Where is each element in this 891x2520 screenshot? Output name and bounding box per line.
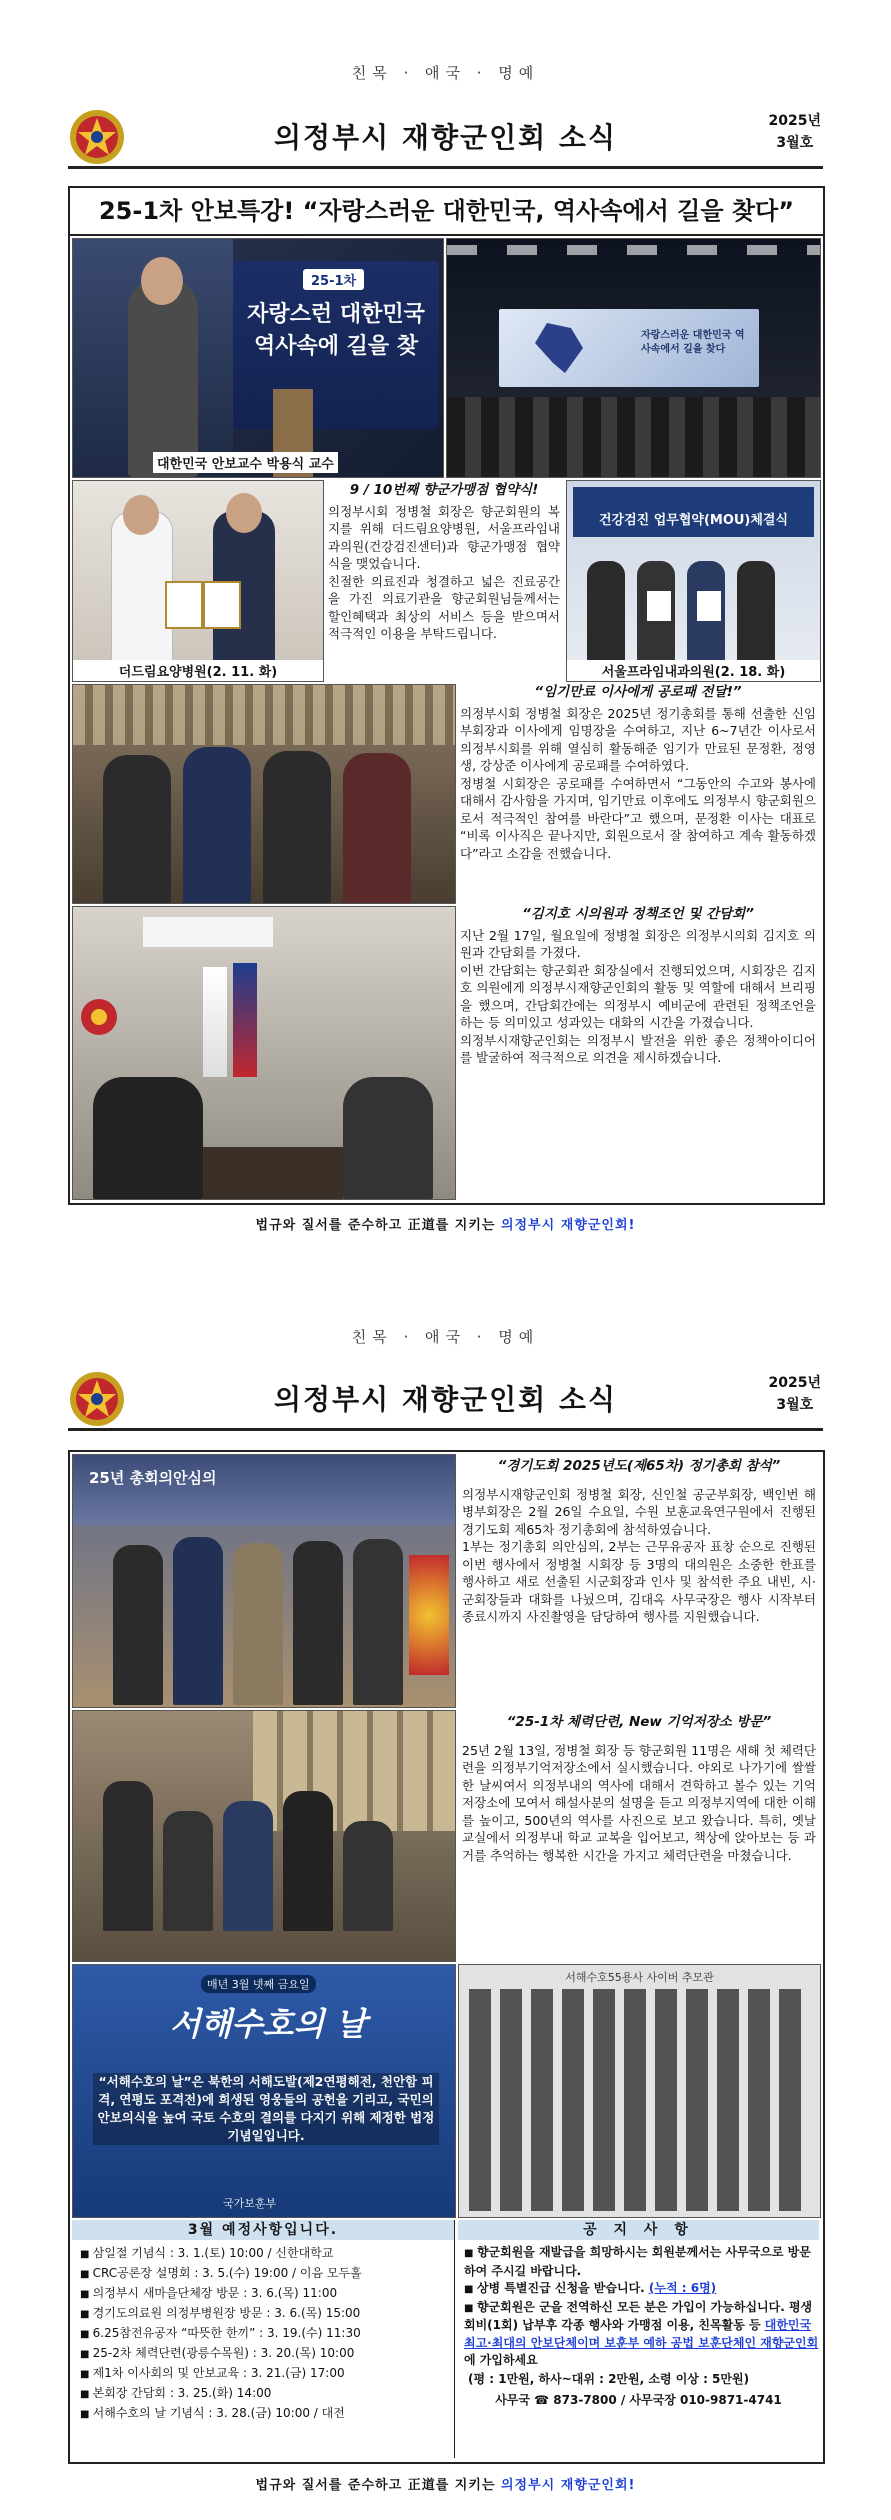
march-schedule xyxy=(72,2220,455,2458)
footer-highlight: 의정부시 재향군인회! xyxy=(500,2478,636,2493)
councilor-article xyxy=(460,906,816,1196)
councilor-body: 지난 2월 17일, 월요일에 정병철 회장은 의정부시의회 김지호 의원과 간담회를 가졌다. 이번 간담회는 향군회관 회장실에서 진행되었으며, 시회장은 김지호 의원에게 의정부시재향군인회의 활동 및 역할에 대해서 브리핑을 했으며, 간담회간에는 의정부시 예비군에 관련된 정책조언을 하는 등 의미있고 성과있는 대화의 시간을 가졌습니다. 의정부시재향군인회는 의정부시 발전을 위한 좋은 정책아이디어를 발굴하여 적극적으로 의견을 제시하겠습니다. xyxy=(460,927,816,1065)
lecture-caption: 대한민국 안보교수 박용식 교수 xyxy=(153,452,338,473)
assembly-heading: “경기도회 2025년도(제65차) 정기총회 참석” xyxy=(497,1458,781,1474)
schedule-item: ■ 본회장 간담회 : 3. 25.(화) 14:00 xyxy=(80,2384,454,2404)
lecture-photo xyxy=(72,238,444,478)
poster-org: 국가보훈부 xyxy=(223,2197,277,2210)
clinic-agreement-photo xyxy=(566,480,821,682)
page2-footer xyxy=(0,2474,891,2493)
lecture-slide-tag: 25-1차 xyxy=(303,269,364,290)
schedule-item: ■ 의정부시 새마을단체장 방문 : 3. 6.(목) 11:00 xyxy=(80,2284,454,2304)
issue-year: 2025년 xyxy=(768,113,821,129)
poster-text: “서해수호의 날”은 북한의 서해도발(제2연평해전, 천안함 피격, 연평도 포격전)에 희생된 영웅들의 공헌을 기리고, 국민의 안보의식을 높여 국토 수호의 결의를 다지기 위해 제정한 법정기념일입니다. xyxy=(93,2073,439,2145)
plaque-ceremony-photo xyxy=(72,684,456,904)
issue-month: 3월호 xyxy=(776,1397,814,1413)
notice-item-text: 향군회원은 군을 전역하신 모든 분은 가입이 가능하십니다. 평생회비(1회) 납부후 각종 행사와 가맹점 이용, 친목활동 등 xyxy=(464,2299,813,2332)
schedule-list xyxy=(72,2244,454,2424)
schedule-item: ■ 삼일절 기념식 : 3. 1.(토) 10:00 / 신한대학교 xyxy=(80,2244,454,2264)
notice-item xyxy=(464,2299,819,2370)
plaque-heading: “임기만료 이사에게 공로패 전달!” xyxy=(534,684,742,700)
page1-content-frame xyxy=(68,186,825,1205)
memory-storage-heading: “25-1차 체력단련, New 기억저장소 방문” xyxy=(506,1714,772,1730)
footer-text: 법규와 질서를 준수하고 正道를 지키는 xyxy=(255,2478,501,2493)
west-sea-defense-poster xyxy=(72,1964,456,2218)
clinic-caption: 서울프라임내과의원(2. 18. 화) xyxy=(567,660,820,681)
footer-highlight: 의정부시 재향군인회! xyxy=(500,1218,636,1233)
page1-footer xyxy=(0,1214,891,1233)
schedule-item: ■ 제1차 이사회의 및 안보교육 : 3. 21.(금) 17:00 xyxy=(80,2364,454,2384)
motto: 친목 · 애국 · 명예 xyxy=(351,1328,540,1346)
lecture-slide-title: 자랑스런 대한민국 역사속에 길을 찾 xyxy=(247,302,425,359)
newsletter-title: 의정부시 재향군인회 소식 xyxy=(273,121,618,154)
notice-fees: (평 : 1만원, 하사~대위 : 2만원, 소령 이상 : 5만원) xyxy=(468,2371,750,2386)
notice-item-text: 상병 특별진급 신청을 받습니다. xyxy=(476,2281,649,2295)
page-2 xyxy=(0,1260,891,2520)
issue-month: 3월호 xyxy=(776,135,814,151)
speaker-figure xyxy=(128,279,198,477)
portrait-grid xyxy=(469,1989,810,2211)
plaque-article xyxy=(460,684,816,900)
issue-label xyxy=(769,110,822,154)
memorial-wall-title: 서해수호55용사 사이버 추모관 xyxy=(565,1971,714,1984)
notice-list xyxy=(458,2244,819,2370)
notice-contact: 사무국 ☎ 873-7800 / 사무국장 010-9871-4741 xyxy=(495,2392,782,2407)
flag-figure xyxy=(203,967,227,1077)
issue-label xyxy=(769,1372,822,1416)
memory-storage-body: 25년 2월 13일, 정병철 회장 등 향군회원 11명은 새해 첫 체력단련을 의정부기억저장소에서 실시했습니다. 야외로 나가기에 쌀쌀한 날씨여서 의정부내의 역사에 대해서 견학하고 볼수 있는 기억저장소에 모여서 해설사분의 설명을 듣고 의정부지역에 대한 이해를 높이고, 500년의 역사를 사진으로 보고 왔습니다. 특히, 옛날 교실에서 의정부내 학교 교복을 입어보고, 책상에 앉아보는 등 과거를 추억하는 행복한 시간을 가지고 체력단련을 마쳤습니다. xyxy=(462,1742,816,1863)
motto: 친목 · 애국 · 명예 xyxy=(351,64,540,82)
schedule-item: ■ 경기도의료원 의정부병원장 방문 : 3. 6.(목) 15:00 xyxy=(80,2304,454,2324)
hall-slide-text: 자랑스러운 대한민국 역사속에서 길을 찾다 xyxy=(641,330,745,355)
general-assembly-photo xyxy=(72,1454,456,1708)
emblem-wall-icon xyxy=(79,997,119,1037)
schedule-item: ■ 서해수호의 날 기념식 : 3. 28.(금) 10:00 / 대전 xyxy=(80,2404,454,2424)
schedule-item: ■ 6.25참전유공자 “따뜻한 한끼” : 3. 19.(수) 11:30 xyxy=(80,2324,454,2344)
hospital-caption: 더드림요양병원(2. 11. 화) xyxy=(73,660,323,681)
notice-item-suffix: 에 가입하세요 xyxy=(464,2353,538,2367)
notice-item xyxy=(464,2280,819,2299)
issue-year: 2025년 xyxy=(768,1375,821,1391)
notice-title: 공 지 사 항 xyxy=(458,2220,819,2240)
agreement-body: 의정부시회 정병철 회장은 향군회원의 복지를 위해 더드림요양병원, 서울프라임내과의원(건강검진센터)과 향군가맹점 협약식을 맺었습니다. 친절한 의료진과 청결하고 넓은 진료공간을 가진 의료기관을 향군회원님들께서는 할인혜택과 최상의 서비스 등을 받으며서 적극적인 이용을 부탁드립니다. xyxy=(328,503,560,641)
cyber-memorial-wall xyxy=(458,1964,821,2218)
assembly-article xyxy=(462,1458,816,1704)
memory-storage-article xyxy=(462,1714,816,1958)
schedule-item: ■ 25-2차 체력단련(광릉수목원) : 3. 20.(목) 10:00 xyxy=(80,2344,454,2364)
schedule-title: 3월 예정사항입니다. xyxy=(72,2220,454,2240)
newsletter-title: 의정부시 재향군인회 소식 xyxy=(273,1383,618,1416)
lecture-hall-photo xyxy=(446,238,821,478)
councilor-meeting-photo xyxy=(72,906,456,1200)
hospital-agreement-photo xyxy=(72,480,324,682)
newsletter-header xyxy=(68,104,823,169)
schedule-item: ■ CRC공론장 설명회 : 3. 5.(수) 19:00 / 이음 모두홀 xyxy=(80,2264,454,2284)
plaque-body: 의정부시회 정병철 회장은 2025년 정기총회를 통해 선출한 신임 부회장과 이사에게 임명장을 수여하고, 지난 6~7년간 이사로서 의정부시회를 위해 열심히 활동해준 임기가 만료된 문정환, 정영생, 강상준 이사에게 공로패를 수여하였다. 정병철 시회장은 공로패를 수여하면서 “그동안의 수고와 봉사에 대해서 감사함을 가지며, 임기만료 이후에도 의정부시 향군회원으로서 적극적인 참여를 바란다”고 했으며, 문정환 이사는 대표로 “비록 이사직은 끝나지만, 회원으로서 잘 참여하고 계속 활동하겠다”라고 소감을 전했습니다. xyxy=(460,705,816,861)
assembly-banner: 25년 총회의안심의 xyxy=(89,1469,217,1487)
poster-title: 서해수호의 날 xyxy=(169,2005,367,2043)
newsletter-header xyxy=(68,1366,823,1431)
poster-top-tag: 매년 3월 넷째 금요일 xyxy=(201,1975,316,1993)
mou-banner: 건강검진 업무협약(MOU)체결식 xyxy=(598,513,789,528)
page2-content-frame xyxy=(68,1450,825,2464)
page1-headline: 25-1차 안보특강! “자랑스러운 대한민국, 역사속에서 길을 찾다” xyxy=(70,188,823,236)
memory-storage-photo xyxy=(72,1710,456,1962)
notice-item: ■ 향군회원을 재발급을 희망하시는 회원분께서는 사무국으로 방문하여 주시길 바랍니다. xyxy=(464,2244,819,2280)
agreement-article xyxy=(328,482,560,678)
notice-highlight: 대한민국 최고·최대의 안보단체이며 보훈부 예하 공법 보훈단체인 재향군인회 xyxy=(464,2318,819,2350)
councilor-heading: “김지호 시의원과 정책조언 및 간담회” xyxy=(522,906,754,922)
notice-count: (누적 : 6명) xyxy=(648,2281,717,2295)
notice-board xyxy=(458,2220,819,2458)
footer-text: 법규와 질서를 준수하고 正道를 지키는 xyxy=(255,1218,501,1233)
assembly-body: 의정부시재향군인회 정병철 회장, 신인철 공군부회장, 백인번 해병부회장은 2월 26일 수요일, 수원 보훈교육연구원에서 진행된 경기도회 제65차 정기총회에 참석하였습니다. 1부는 정기총회 의안심의, 2부는 근무유공자 표창 순으로 진행된 이번 행사에서 정병철 시회장 등 3명의 대의원은 소중한 한표를 행사하고 새로 선출된 시군회장과 인사 및 참석한 주요 내빈, 시·군회장들과 대화를 나눴으며, 김대옥 사무국장은 행사 시작부터 종료시까지 사진촬영을 담당하여 행사를 지원했습니다. xyxy=(462,1486,816,1624)
agreement-heading: 9 / 10번째 향군가맹점 협약식! xyxy=(349,482,539,498)
